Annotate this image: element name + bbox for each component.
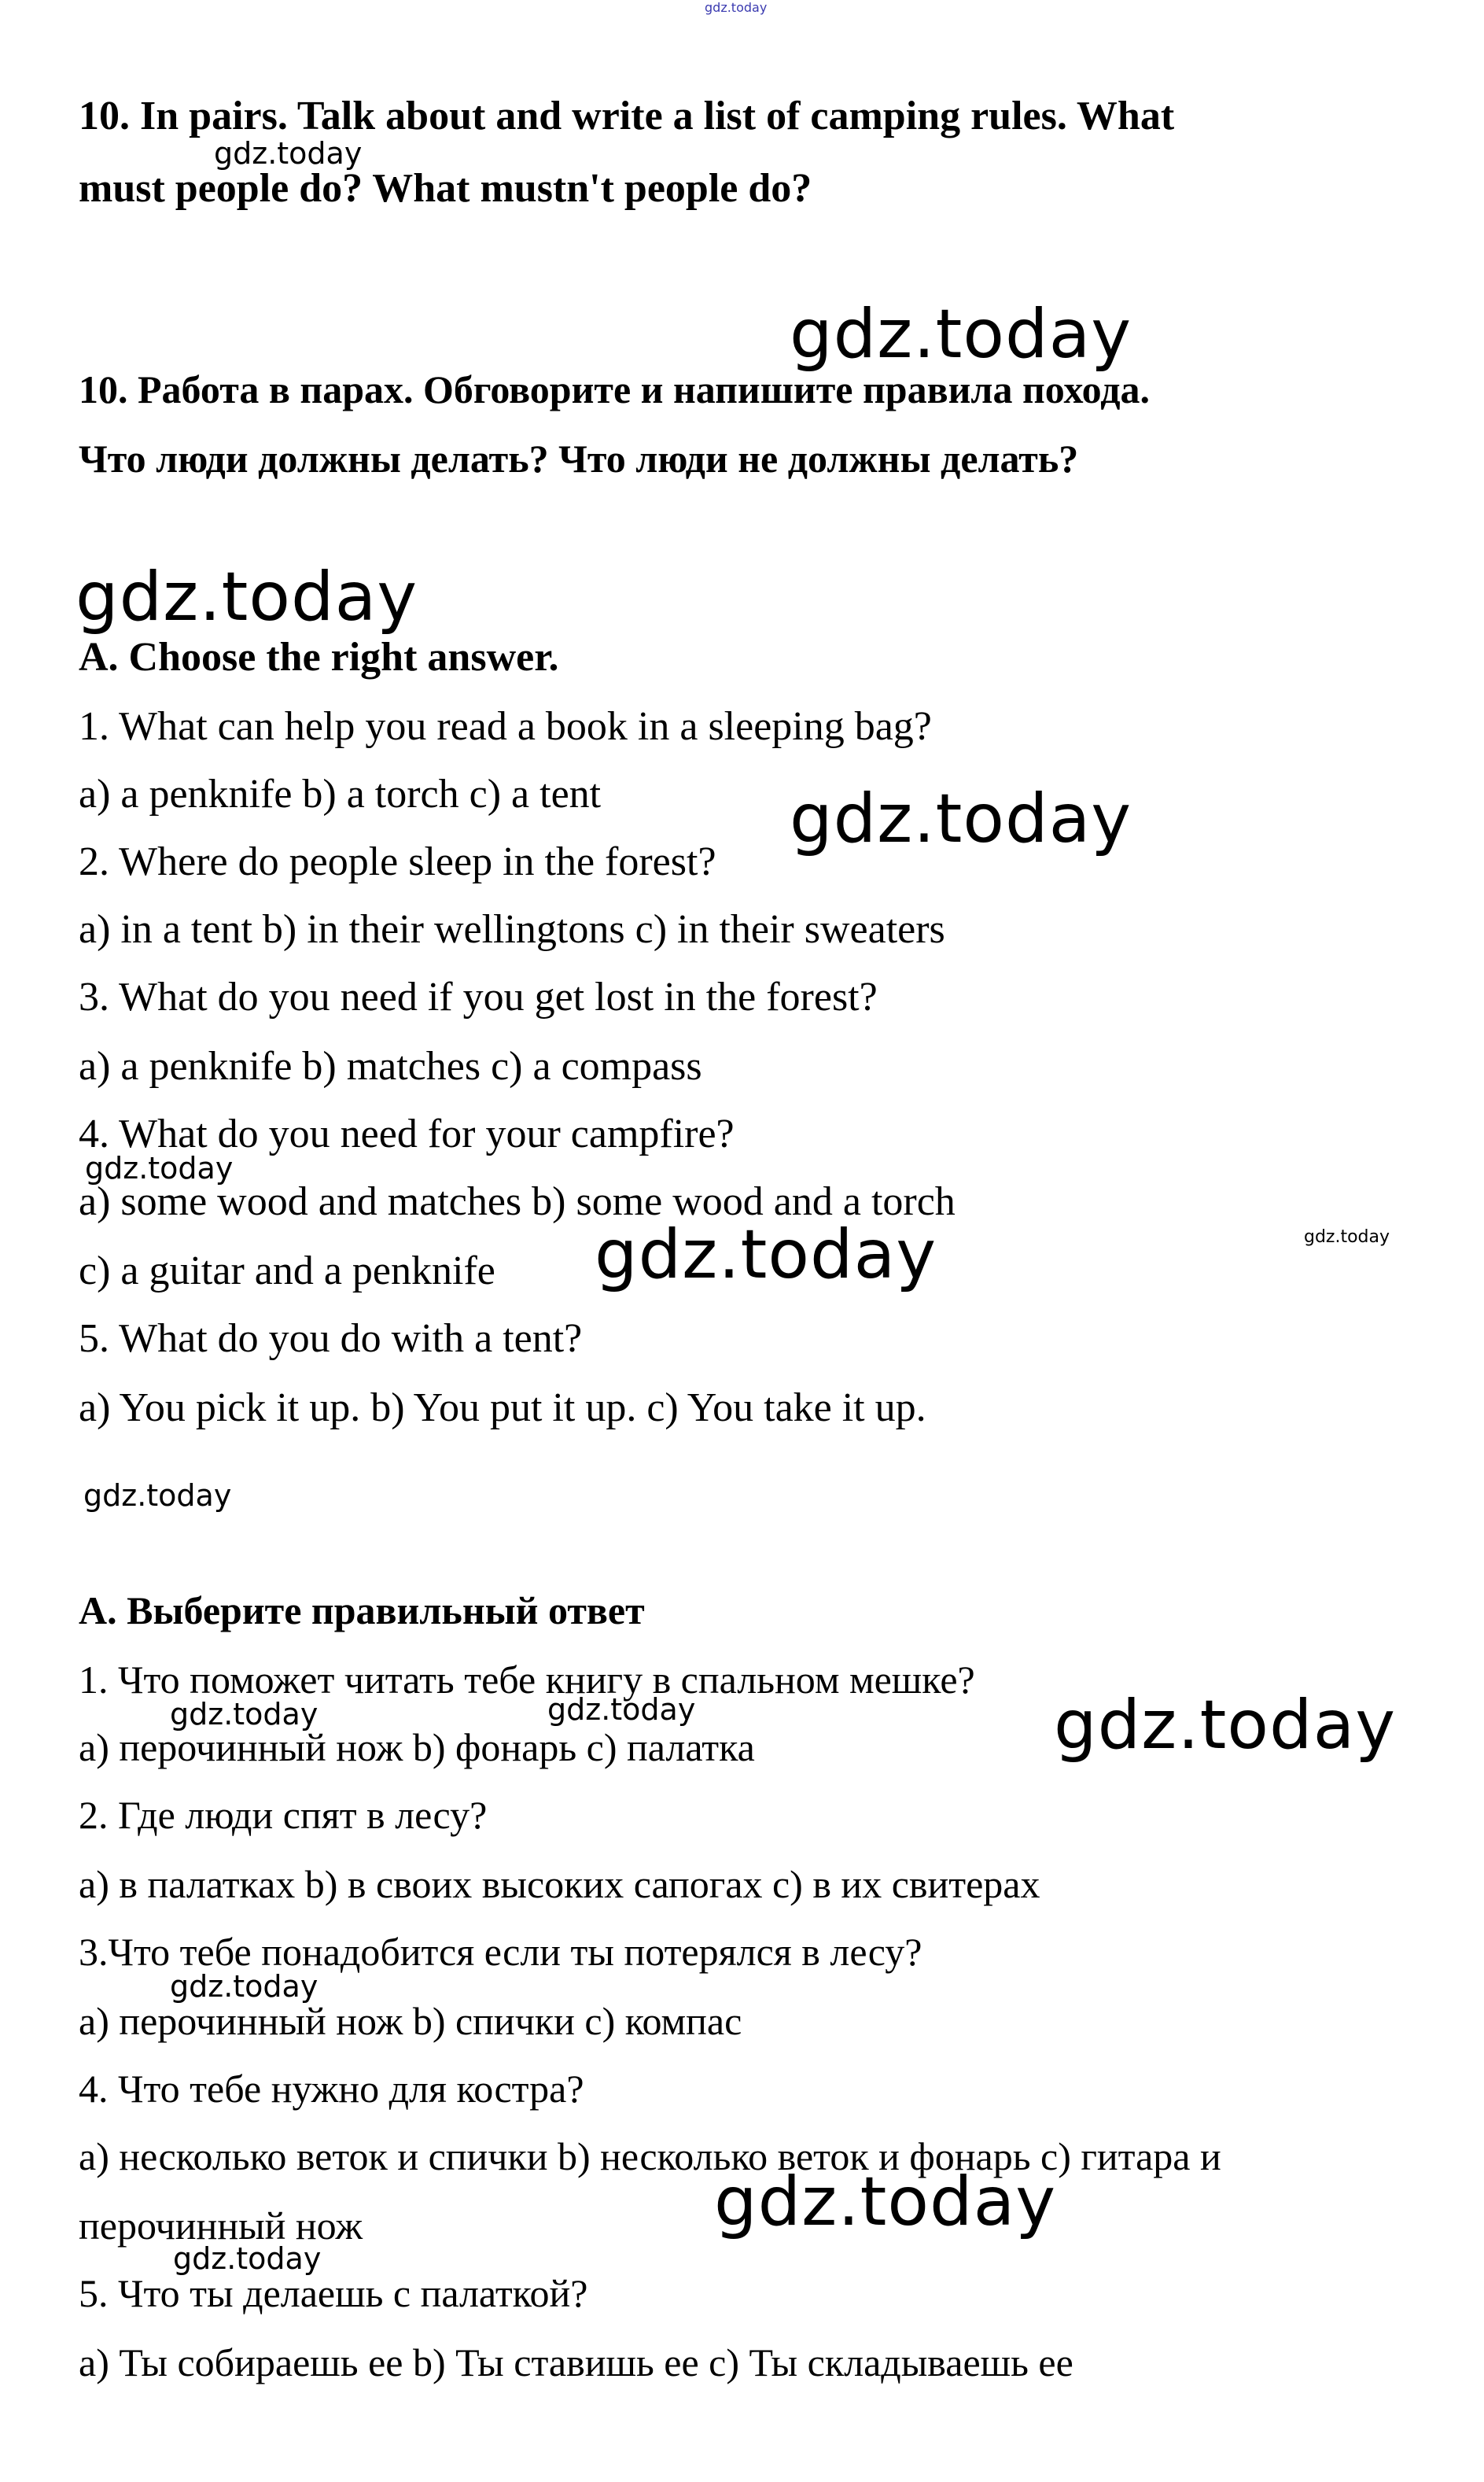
watermark: gdz.today (170, 1697, 319, 1731)
section-ru-line: 1. Что поможет читать тебе книгу в спальном мешке? (79, 1658, 975, 1702)
watermark: gdz.today (83, 1478, 232, 1513)
section-en-line: a) You pick it up. b) You put it up. c) You take it up. (79, 1385, 926, 1430)
watermark: gdz.today (1304, 1227, 1390, 1247)
section-en-line: 2. Where do people sleep in the forest? (79, 839, 716, 884)
section-en-line: a) in a tent b) in their wellingtons c) in their sweaters (79, 907, 945, 952)
task-en-line-2: must people do? What mustn't people do? (79, 166, 812, 211)
watermark: gdz.today (790, 780, 1132, 858)
watermark: gdz.today (714, 2163, 1057, 2241)
section-ru-heading: A. Выберите правильный ответ (79, 1588, 645, 1632)
section-ru-line: a) перочинный нож b) фонарь c) палатка (79, 1725, 755, 1769)
watermark: gdz.today (595, 1215, 937, 1294)
section-ru-line: перочинный нож (79, 2204, 363, 2248)
section-en-line: a) a penknife b) a torch c) a tent (79, 772, 602, 817)
watermark: gdz.today (170, 1969, 319, 2004)
section-ru-line: 2. Где люди спят в лесу? (79, 1793, 488, 1837)
section-ru-line: a) в палатках b) в своих высоких сапогах c) в их свитерах (79, 1862, 1040, 1906)
section-ru-line: a) Ты собираешь ее b) Ты ставишь ее c) Ты складываешь ее (79, 2340, 1073, 2384)
watermark: gdz.today (547, 1692, 696, 1727)
section-en-line: a) some wood and matches b) some wood and a torch (79, 1179, 956, 1224)
section-ru-line: 5. Что ты делаешь с палаткой? (79, 2271, 588, 2315)
task-ru-line-1: 10. Работа в парах. Обговорите и напишите правила похода. (79, 367, 1150, 411)
section-en-line: a) a penknife b) matches c) a compass (79, 1044, 702, 1089)
section-en-line: 3. What do you need if you get lost in the forest? (79, 975, 878, 1020)
section-ru-line: 3.Что тебе понадобится если ты потерялся в лесу? (79, 1930, 922, 1974)
task-ru-line-2: Что люди должны делать? Что люди не должны делать? (79, 437, 1079, 481)
section-ru-line: 4. Что тебе нужно для костра? (79, 2067, 584, 2111)
watermark: gdz.today (173, 2241, 322, 2276)
section-en-line: 5. What do you do with a tent? (79, 1316, 583, 1361)
watermark: gdz.today (85, 1151, 234, 1186)
section-en-line: 4. What do you need for your campfire? (79, 1112, 735, 1156)
task-en-line-1: 10. In pairs. Talk about and write a list of camping rules. What (79, 94, 1175, 138)
watermark-top: gdz.today (705, 0, 768, 15)
section-en-line: 1. What can help you read a book in a sleeping bag? (79, 704, 932, 749)
section-ru-line: a) несколько веток и спички b) несколько веток и фонарь c) гитара и (79, 2134, 1221, 2178)
watermark: gdz.today (790, 295, 1132, 374)
section-en-heading: A. Choose the right answer. (79, 635, 559, 680)
section-ru-line: a) перочинный нож b) спички c) компас (79, 1999, 742, 2043)
section-en-line: c) a guitar and a penknife (79, 1248, 495, 1293)
watermark: gdz.today (75, 558, 418, 636)
watermark: gdz.today (1054, 1686, 1397, 1765)
watermark: gdz.today (214, 136, 363, 171)
